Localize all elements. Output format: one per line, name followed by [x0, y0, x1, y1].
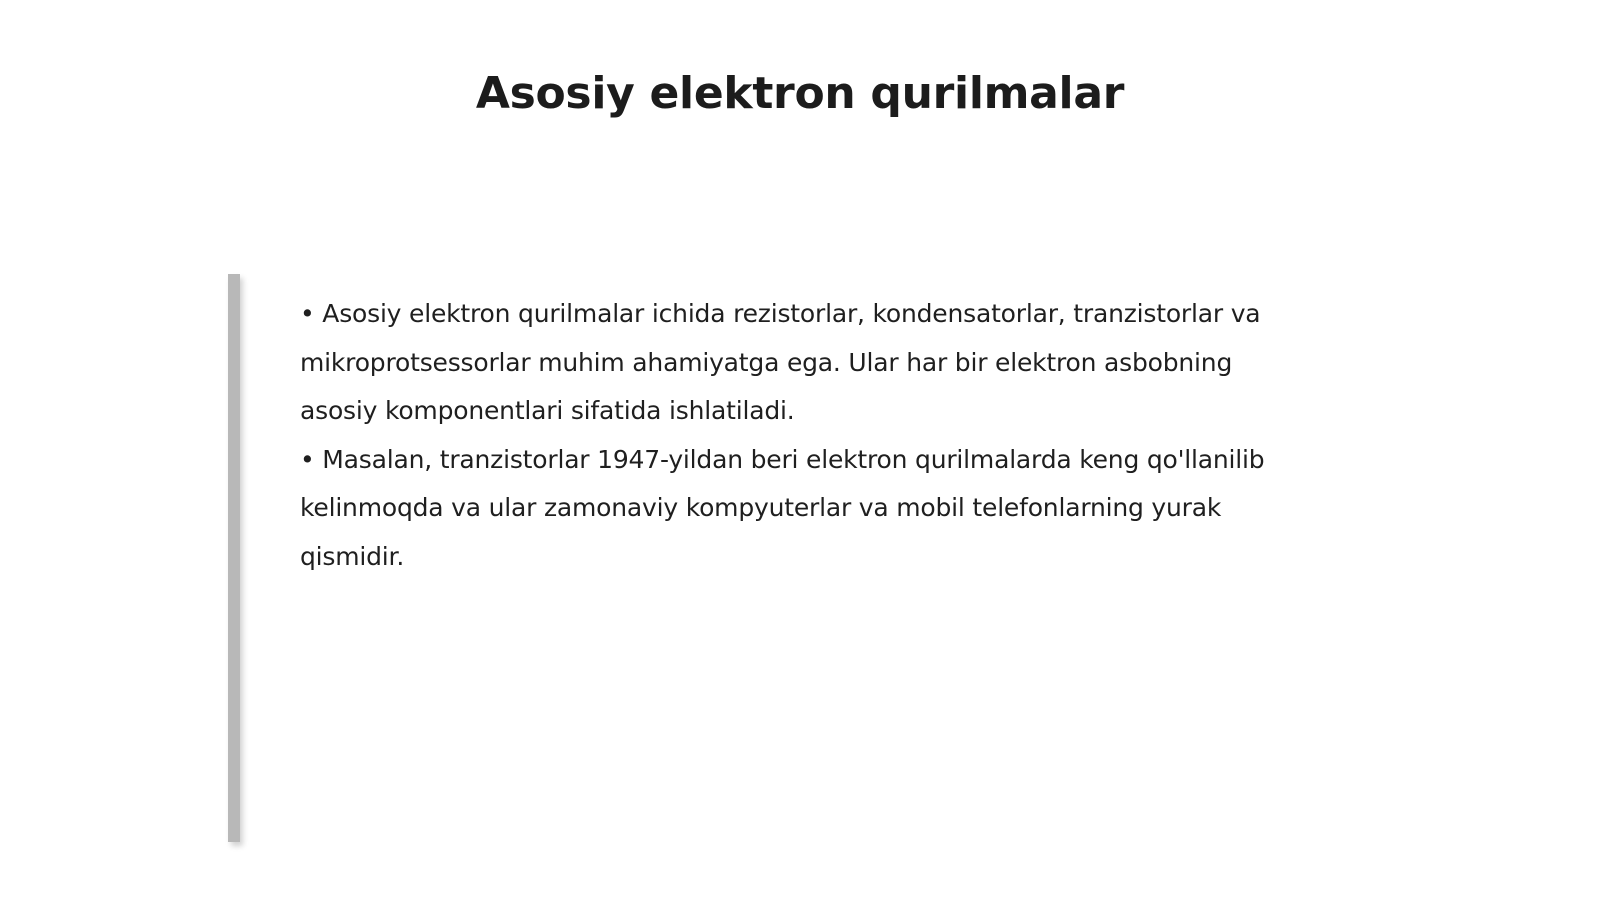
bullet-paragraph: • Asosiy elektron qurilmalar ichida rezistorlar, kondensatorlar, tranzistorlar va mikroprotsessorlar muhim ahamiyatga ega. Ular har bir elektron asbobning asosiy komponentlari sifatida ishlatiladi. [300, 299, 1261, 425]
accent-bar [228, 274, 240, 842]
slide-body [300, 290, 1290, 581]
bullet-paragraph: • Masalan, tranzistorlar 1947-yildan beri elektron qurilmalarda keng qo'llanilib kelinmoqda va ular zamonaviy kompyuterlar va mobil telefonlarning yurak qismidir. [300, 444, 1265, 571]
slide-title: Asosiy elektron qurilmalar [475, 68, 1125, 119]
